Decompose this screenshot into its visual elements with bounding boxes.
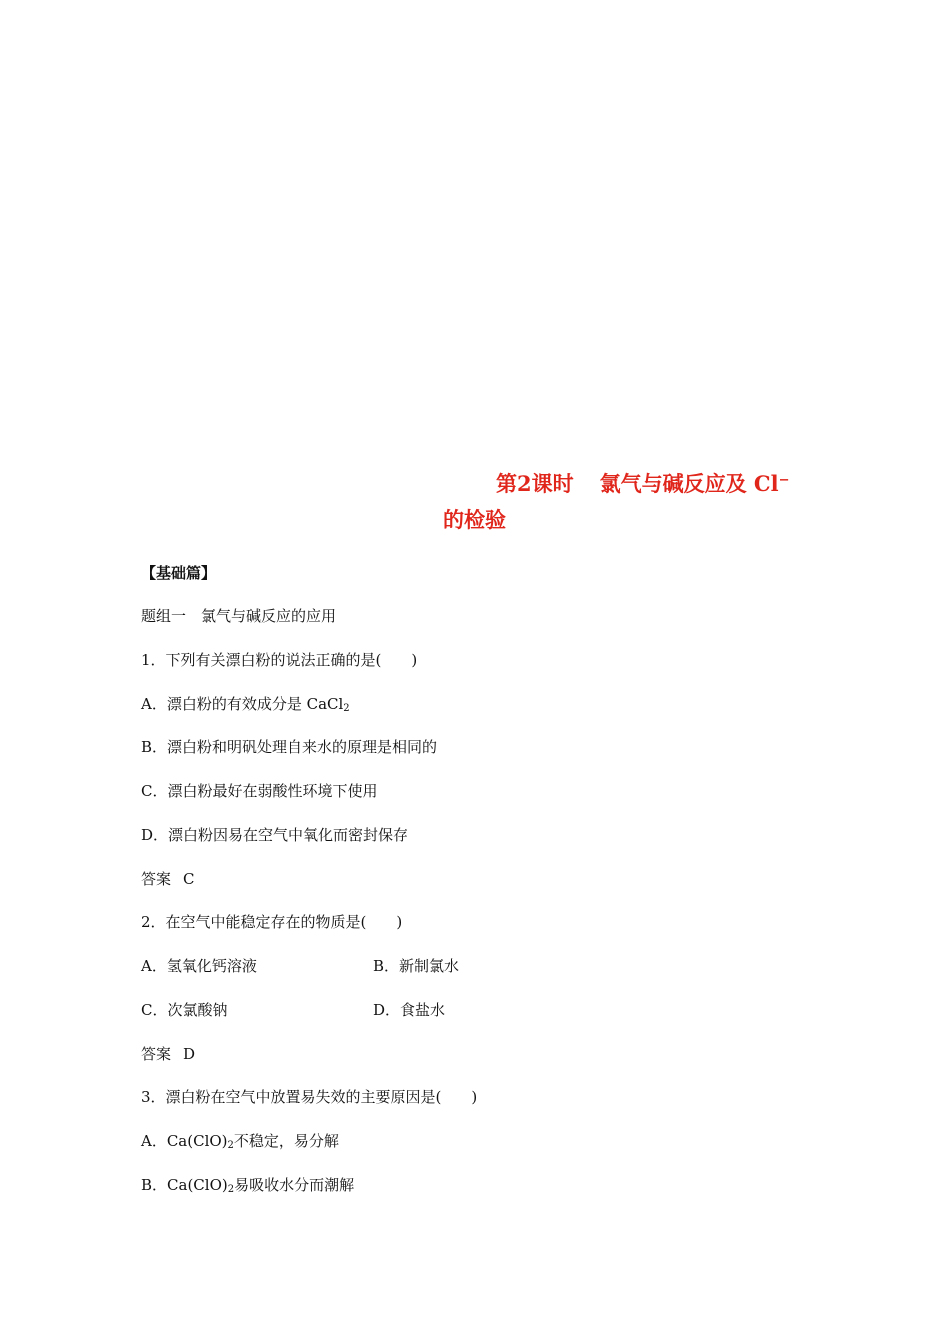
group-heading: 题组一 氯气与碱反应的应用	[141, 607, 337, 625]
question-2-option-b: B．新制氯水	[373, 957, 460, 975]
page-title-line-2: 的检验	[443, 507, 506, 532]
question-1-option-b: B．漂白粉和明矾处理自来水的原理是相同的	[141, 738, 438, 756]
question-3-option-b: B．$Ca(ClO)_2$易吸收水分而潮解	[141, 1176, 355, 1195]
page-title-line-1: 第2课时 氯气与碱反应及 Cl−	[496, 471, 790, 496]
question-2-answer: 答案 D	[141, 1045, 196, 1063]
question-1-option-c: C．漂白粉最好在弱酸性环境下使用	[141, 782, 378, 800]
question-2-option-a: A．氢氧化钙溶液	[141, 957, 257, 975]
question-1-answer: 答案 C	[141, 870, 195, 888]
question-2-option-d: D．食盐水	[373, 1001, 446, 1019]
question-3-option-a: A．$Ca(ClO)_2$不稳定，易分解	[141, 1132, 339, 1151]
question-1-stem: 1．下列有关漂白粉的说法正确的是( )	[141, 651, 418, 669]
section-heading: 【基础篇】	[141, 564, 217, 582]
question-2-stem: 2．在空气中能稳定存在的物质是( )	[141, 913, 403, 931]
question-1-option-d: D．漂白粉因易在空气中氧化而密封保存	[141, 826, 409, 844]
question-3-stem: 3．漂白粉在空气中放置易失效的主要原因是( )	[141, 1088, 478, 1106]
question-2-option-c: C．次氯酸钠	[141, 1001, 228, 1019]
question-1-option-a: A．漂白粉的有效成分是 CaCl$_2$	[141, 695, 350, 714]
